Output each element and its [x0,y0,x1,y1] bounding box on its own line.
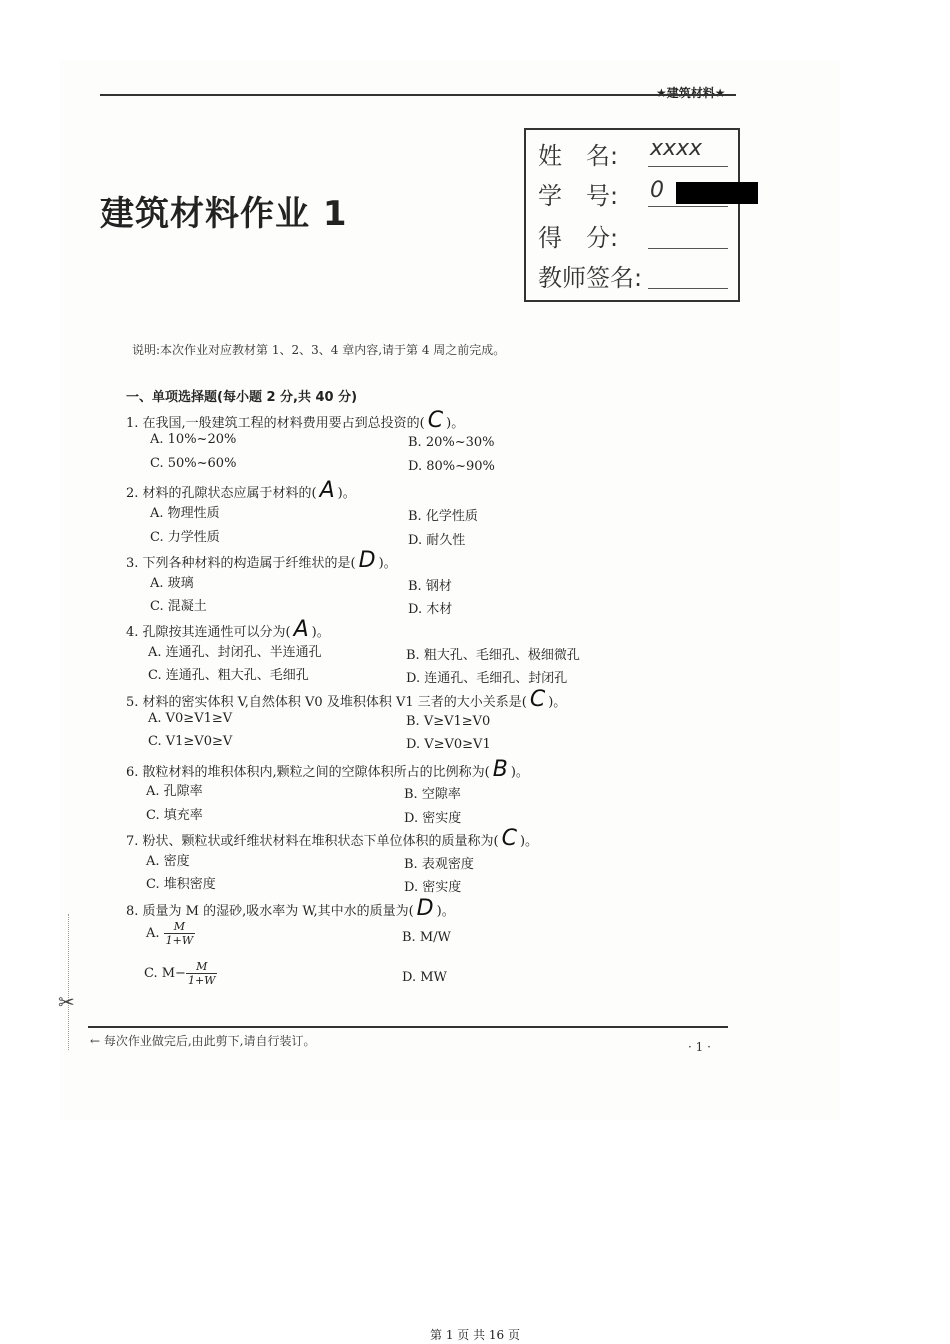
option-d: D. 密实度 [404,880,462,895]
question-5: 5. 材料的密实体积 V,自然体积 V0 及堆积体积 V1 三者的大小关系是( C )。 [126,687,567,712]
page-counter: 第 1 页 共 16 页 [430,1328,520,1342]
question-stem: 6. 散粒材料的堆积体积内,颗粒之间的空隙体积所占的比例称为( [126,765,490,780]
option-d: D. 耐久性 [408,533,466,548]
name-label: 姓 名: [538,142,619,170]
handwritten-name: xxxx [650,136,703,161]
handwritten-answer: C [501,826,517,851]
book-page-number: · 1 · [688,1040,711,1054]
cut-instruction: ← 每次作业做完后,由此剪下,请自行装订。 [90,1034,316,1048]
page-title: 建筑材料作业 1 [100,194,348,234]
score-line [648,248,728,249]
question-1: 1. 在我国,一般建筑工程的材料费用要占到总投资的( C )。 [126,408,465,433]
option-a: A. 10%~20% [150,432,237,447]
handwritten-answer: A [319,478,335,503]
fraction: $\frac{M}{1+W}$ [165,920,194,947]
handwritten-answer: C [427,408,444,433]
score-row [538,218,728,252]
redaction-bar [676,182,758,204]
option-b: B. 粗大孔、毛细孔、极细微孔 [406,648,580,663]
question-7: 7. 粉状、颗粒状或纤维状材料在堆积状态下单位体积的质量称为( C )。 [126,826,539,851]
id-label: 学 号: [538,182,619,210]
question-stem: 2. 材料的孔隙状态应属于材料的( [126,486,317,501]
question-8: 8. 质量为 M 的湿砂,吸水率为 W,其中水的质量为( D )。 [126,896,455,921]
option-c: C. 50%~60% [150,456,237,471]
option-a: A. 连通孔、封闭孔、半连通孔 [148,645,322,660]
cut-guide-line [68,914,69,1050]
option-a: A. $\frac{M}{1+W}$ [146,920,194,947]
option-d: D. MW [402,970,447,985]
option-d: D. 连通孔、毛细孔、封闭孔 [406,671,568,686]
question-2: 2. 材料的孔隙状态应属于材料的( A )。 [126,478,356,503]
handwritten-answer: B [492,757,508,782]
handwritten-answer: C [529,687,546,712]
option-b: B. 表观密度 [404,857,474,872]
option-a: A. 玻璃 [150,576,194,591]
option-b: B. 钢材 [408,579,452,594]
instruction-text: 说明:本次作业对应教材第 1、2、3、4 章内容,请于第 4 周之前完成。 [132,343,506,357]
option-a: A. 物理性质 [150,506,220,521]
option-c: C. V1≥V0≥V [148,734,233,749]
name-row [538,136,728,170]
option-a: A. 孔隙率 [146,784,203,799]
question-stem: 5. 材料的密实体积 V,自然体积 V0 及堆积体积 V1 三者的大小关系是( [126,695,527,710]
fraction: $\frac{M}{1+W}$ [187,960,216,987]
question-stem: 1. 在我国,一般建筑工程的材料费用要占到总投资的( [126,416,425,431]
option-b: B. 空隙率 [404,787,461,802]
option-c: C. 填充率 [146,808,203,823]
option-d: D. 80%~90% [408,459,495,474]
handwritten-answer: A [293,617,309,642]
teacher-label: 教师签名: [538,264,643,292]
id-row [538,176,728,210]
option-c: C. 混凝土 [150,599,207,614]
option-c: C. 堆积密度 [146,877,216,892]
question-4: 4. 孔隙按其连通性可以分为( A )。 [126,617,330,642]
handwritten-answer: D [416,896,434,921]
option-d: D. 木材 [408,602,453,617]
section-title: 一、单项选择题(每小题 2 分,共 40 分) [126,390,358,405]
student-info-box [524,128,740,302]
teacher-line [648,288,728,289]
option-b: B. 化学性质 [408,509,478,524]
name-line [648,166,728,167]
teacher-row [538,258,728,292]
option-c: C. M− $\frac{M}{1+W}$ [144,960,216,987]
id-line [648,206,728,207]
book-header-tag: ★建筑材料★ [656,86,726,100]
option-c: C. 力学性质 [150,530,220,545]
scissors-icon: ✂ [58,990,75,1014]
option-a: A. 密度 [146,854,190,869]
question-stem: 4. 孔隙按其连通性可以分为( [126,625,291,640]
question-stem: 3. 下列各种材料的构造属于纤维状的是( [126,556,356,571]
option-b: B. 20%~30% [408,435,495,450]
option-a: A. V0≥V1≥V [148,711,233,726]
question-stem: 7. 粉状、颗粒状或纤维状材料在堆积状态下单位体积的质量称为( [126,834,499,849]
option-b: B. V≥V1≥V0 [406,714,491,729]
handwritten-answer: D [358,548,376,573]
score-label: 得 分: [538,224,619,252]
footer-rule [88,1026,728,1028]
option-d: D. 密实度 [404,811,462,826]
question-6: 6. 散粒材料的堆积体积内,颗粒之间的空隙体积所占的比例称为( B )。 [126,757,529,782]
handwritten-id: 0 [650,178,664,203]
header-rule [100,94,736,96]
option-d: D. V≥V0≥V1 [406,737,491,752]
question-stem: 8. 质量为 M 的湿砂,吸水率为 W,其中水的质量为( [126,904,414,919]
question-3: 3. 下列各种材料的构造属于纤维状的是( D )。 [126,548,397,573]
option-c: C. 连通孔、粗大孔、毛细孔 [148,668,309,683]
option-b: B. M/W [402,930,451,945]
